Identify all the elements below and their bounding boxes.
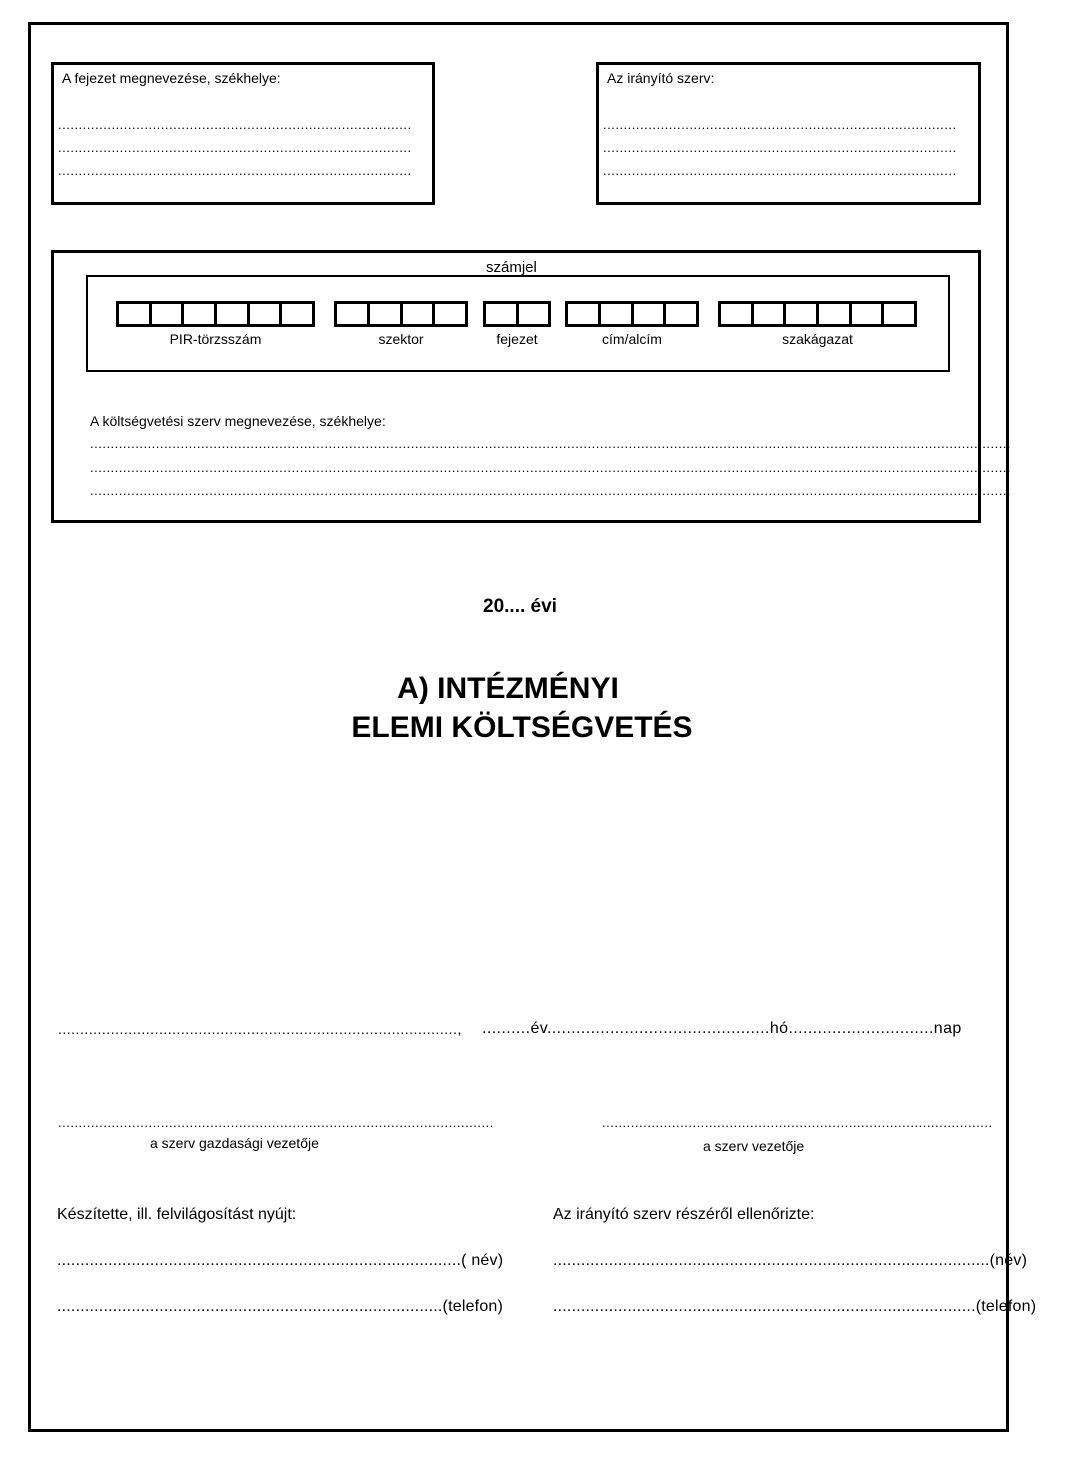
- controlling-org-dotted-line-3[interactable]: ......................................................................................: [603, 163, 957, 178]
- controlling-org-label: Az irányító szerv:: [607, 70, 715, 86]
- cim-alcim-label: cím/alcím: [602, 331, 662, 347]
- chapter-dotted-line-1[interactable]: ......................................................................................: [58, 117, 412, 132]
- place-field[interactable]: ...........................................................................................,: [58, 1021, 462, 1037]
- checked-by-name-field[interactable]: ..............................................................................................(név): [553, 1252, 1028, 1269]
- chapter-dotted-line-3[interactable]: ......................................................................................: [58, 163, 412, 178]
- chapter-dotted-line-2[interactable]: ......................................................................................: [58, 140, 412, 155]
- head-signature-line[interactable]: ...............................................................................................: [602, 1115, 993, 1130]
- budget-org-dotted-line-1[interactable]: ................................................................................................................................................................................................................................: [90, 436, 1012, 451]
- year-line: 20.... évi: [483, 596, 557, 617]
- pir-torzsszam-cells[interactable]: [116, 301, 315, 327]
- szakagazat-label: szakágazat: [782, 331, 853, 347]
- szamjel-inner-box: [86, 275, 950, 372]
- economic-manager-signature-line[interactable]: ..........................................................................................................: [58, 1115, 494, 1130]
- szektor-cells[interactable]: [334, 301, 468, 327]
- szakagazat-cells[interactable]: [718, 301, 917, 327]
- fejezet-label: fejezet: [496, 331, 538, 347]
- checked-by-heading: Az irányító szerv részéről ellenőrizte:: [553, 1206, 815, 1223]
- cim-alcim-cells[interactable]: [565, 301, 699, 327]
- pir-torzsszam-label: PIR-törzsszám: [169, 331, 262, 347]
- fejezet-cells[interactable]: [483, 301, 551, 327]
- economic-manager-label: a szerv gazdasági vezetője: [150, 1135, 319, 1151]
- szektor-label: szektor: [378, 331, 424, 347]
- prepared-by-heading: Készítette, ill. felvilágosítást nyújt:: [57, 1206, 297, 1223]
- head-label: a szerv vezetője: [703, 1138, 805, 1154]
- prepared-by-name-field[interactable]: .......................................................................................( név): [57, 1252, 504, 1269]
- chapter-box: [51, 62, 435, 205]
- controlling-org-box: [596, 62, 981, 205]
- document-title-line-2: ELEMI KÖLTSÉGVETÉS: [351, 711, 693, 744]
- checked-by-phone-field[interactable]: ...........................................................................................(telefon): [553, 1298, 1037, 1315]
- chapter-label: A fejezet megnevezése, székhelye:: [62, 70, 281, 86]
- controlling-org-dotted-line-1[interactable]: ......................................................................................: [603, 117, 957, 132]
- prepared-by-phone-field[interactable]: ...................................................................................(telefon): [57, 1298, 504, 1315]
- budget-org-label: A költségvetési szerv megnevezése, székhelye:: [90, 413, 386, 429]
- szamjel-title: számjel: [486, 259, 537, 276]
- date-field[interactable]: ..........év..............................................hó..............................nap: [482, 1020, 962, 1037]
- document-title-line-1: A) INTÉZMÉNYI: [397, 672, 619, 705]
- budget-org-dotted-line-3[interactable]: ................................................................................................................................................................................................................................: [90, 483, 1012, 498]
- budget-org-dotted-line-2[interactable]: ................................................................................................................................................................................................................................: [90, 460, 1012, 475]
- identification-box: [51, 250, 1012, 523]
- controlling-org-dotted-line-2[interactable]: ......................................................................................: [603, 140, 957, 155]
